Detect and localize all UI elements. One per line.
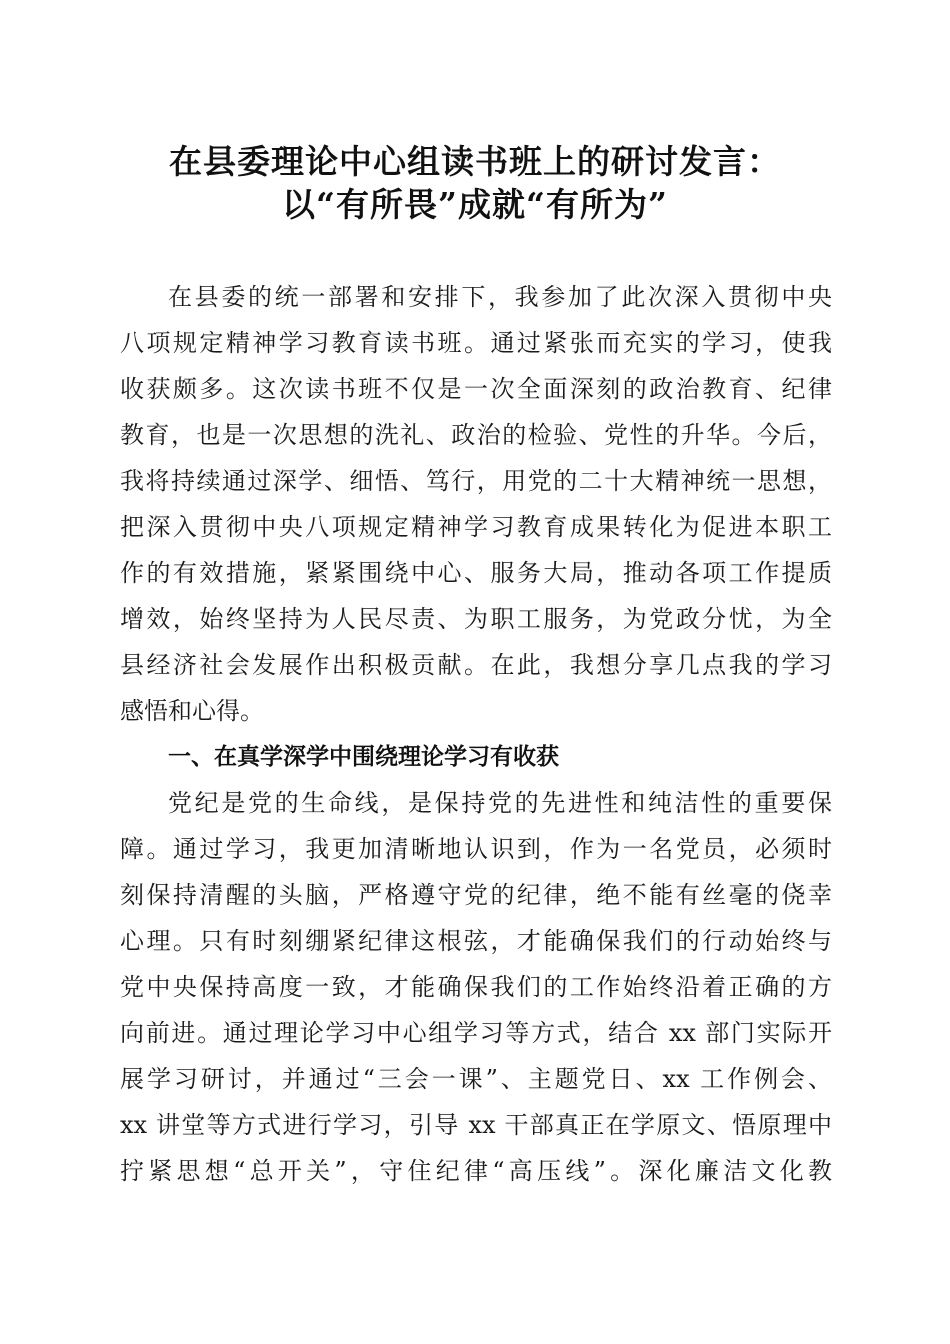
section-1-paragraph-line: 党中央保持高度一致，才能确保我们的工作始终沿着正确的方 <box>120 973 832 1001</box>
intro-paragraph-line: 收获颇多。这次读书班不仅是一次全面深刻的政治教育、纪律 <box>120 375 832 403</box>
intro-paragraph-line: 把深入贯彻中央八项规定精神学习教育成果转化为促进本职工 <box>120 513 832 541</box>
document-title-line-2: 以“有所畏”成就“有所为” <box>282 185 668 224</box>
section-1-paragraph-line: 党纪是党的生命线，是保持党的先进性和纯洁性的重要保 <box>168 789 832 817</box>
section-1-paragraph-line: 心理。只有时刻绷紧纪律这根弦，才能确保我们的行动始终与 <box>120 927 832 955</box>
section-1-heading: 一、在真学深学中围绕理论学习有收获 <box>168 744 559 770</box>
intro-paragraph-line: 我将持续通过深学、细悟、笃行，用党的二十大精神统一思想， <box>120 467 832 495</box>
intro-paragraph-line: 感悟和心得。 <box>120 697 264 725</box>
intro-paragraph-line: 教育，也是一次思想的洗礼、政治的检验、党性的升华。今后， <box>120 421 832 449</box>
intro-paragraph-line: 在县委的统一部署和安排下，我参加了此次深入贯彻中央 <box>168 283 832 311</box>
section-1-paragraph-line: xx 讲堂等方式进行学习，引导 xx 干部真正在学原文、悟原理中 <box>120 1111 832 1139</box>
intro-paragraph-line: 八项规定精神学习教育读书班。通过紧张而充实的学习，使我 <box>120 329 832 357</box>
section-1-paragraph-line: 障。通过学习，我更加清晰地认识到，作为一名党员，必须时 <box>120 835 832 863</box>
intro-paragraph-line: 增效，始终坚持为人民尽责、为职工服务，为党政分忧，为全 <box>120 605 832 633</box>
intro-paragraph-line: 作的有效措施，紧紧围绕中心、服务大局，推动各项工作提质 <box>120 559 832 587</box>
section-1-paragraph-line: 刻保持清醒的头脑，严格遵守党的纪律，绝不能有丝毫的侥幸 <box>120 881 832 909</box>
document-title-line-1: 在县委理论中心组读书班上的研讨发言： <box>169 142 781 181</box>
section-1-paragraph-line: 向前进。通过理论学习中心组学习等方式，结合 xx 部门实际开 <box>120 1019 832 1047</box>
section-1-paragraph-line: 展学习研讨，并通过“三会一课”、主题党日、xx 工作例会、 <box>120 1065 832 1093</box>
intro-paragraph-line: 县经济社会发展作出积极贡献。在此，我想分享几点我的学习 <box>120 651 832 679</box>
section-1-paragraph-line: 拧紧思想“总开关”，守住纪律“高压线”。深化廉洁文化教 <box>120 1157 832 1185</box>
